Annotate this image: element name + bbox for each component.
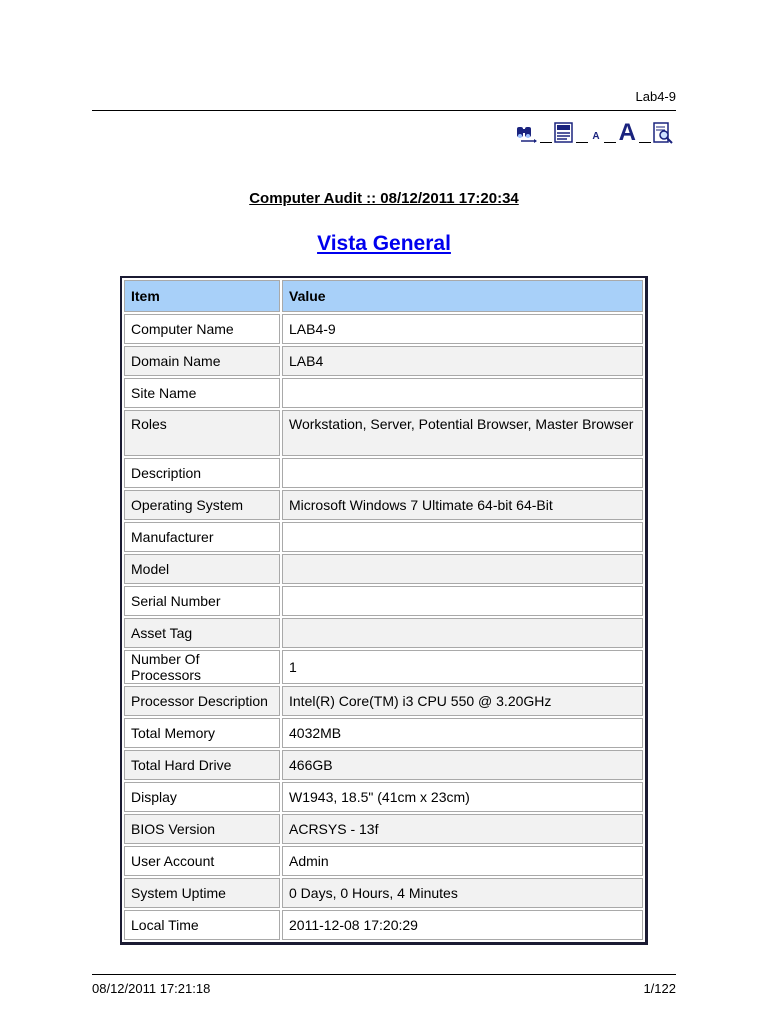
header-rule (92, 110, 676, 111)
table-row (124, 554, 643, 584)
small-font-icon[interactable]: A (592, 131, 600, 142)
row-item: Display (124, 782, 280, 812)
row-value: LAB4-9 (282, 314, 643, 344)
column-header-value: Value (282, 280, 643, 312)
table-row (124, 814, 643, 844)
row-item: User Account (124, 846, 280, 876)
info-table (122, 278, 645, 942)
row-item: System Uptime (124, 878, 280, 908)
row-item: Processor Description (124, 686, 280, 716)
row-value: Admin (282, 846, 643, 876)
section-title-link[interactable]: Vista General (317, 232, 451, 255)
row-item: Computer Name (124, 314, 280, 344)
footer-rule (92, 974, 676, 975)
column-header-item: Item (124, 280, 280, 312)
row-item: Roles (124, 410, 280, 456)
table-row (124, 686, 643, 716)
binoculars-search-icon[interactable] (515, 122, 539, 144)
table-row (124, 586, 643, 616)
row-item: BIOS Version (124, 814, 280, 844)
row-item: Manufacturer (124, 522, 280, 552)
row-item: Local Time (124, 910, 280, 940)
table-row (124, 650, 643, 684)
toolbar-separator (576, 141, 588, 143)
row-value (282, 378, 643, 408)
row-item: Number Of Processors (124, 650, 280, 684)
row-value: 1 (282, 650, 643, 684)
large-font-icon[interactable]: A (618, 119, 636, 146)
row-value (282, 554, 643, 584)
row-item: Serial Number (124, 586, 280, 616)
row-value (282, 586, 643, 616)
row-value (282, 522, 643, 552)
row-item: Model (124, 554, 280, 584)
table-row (124, 718, 643, 748)
row-value (282, 618, 643, 648)
table-row (124, 346, 643, 376)
find-document-icon[interactable] (652, 122, 674, 144)
row-value: 466GB (282, 750, 643, 780)
row-item: Site Name (124, 378, 280, 408)
row-value (282, 458, 643, 488)
row-item: Asset Tag (124, 618, 280, 648)
table-row (124, 314, 643, 344)
row-value: LAB4 (282, 346, 643, 376)
row-value: 2011-12-08 17:20:29 (282, 910, 643, 940)
toolbar (515, 120, 674, 144)
row-item: Total Memory (124, 718, 280, 748)
row-value: Intel(R) Core(TM) i3 CPU 550 @ 3.20GHz (282, 686, 643, 716)
table-row (124, 782, 643, 812)
toolbar-separator (604, 141, 616, 143)
row-value: ACRSYS - 13f (282, 814, 643, 844)
table-row (124, 910, 643, 940)
row-item: Description (124, 458, 280, 488)
table-row (124, 410, 643, 456)
info-table-frame (120, 276, 648, 945)
toolbar-separator (540, 141, 552, 143)
table-row (124, 750, 643, 780)
table-row (124, 522, 643, 552)
footer-timestamp: 08/12/2011 17:21:18 (92, 981, 211, 996)
table-row (124, 878, 643, 908)
audit-title: Computer Audit :: 08/12/2011 17:20:34 (249, 190, 519, 207)
row-value: 0 Days, 0 Hours, 4 Minutes (282, 878, 643, 908)
page-header-label: Lab4-9 (635, 89, 676, 104)
row-value: Workstation, Server, Potential Browser, Master Browser (282, 410, 643, 456)
table-row (124, 618, 643, 648)
table-row (124, 846, 643, 876)
row-value: Microsoft Windows 7 Ultimate 64-bit 64-Bit (282, 490, 643, 520)
row-item: Domain Name (124, 346, 280, 376)
table-row (124, 458, 643, 488)
row-item: Operating System (124, 490, 280, 520)
table-header-row (124, 280, 643, 312)
row-item: Total Hard Drive (124, 750, 280, 780)
row-value: W1943, 18.5" (41cm x 23cm) (282, 782, 643, 812)
toolbar-separator (639, 141, 651, 143)
footer-page-number: 1/122 (643, 981, 676, 996)
table-row (124, 378, 643, 408)
text-block-icon[interactable] (553, 122, 575, 144)
table-row (124, 490, 643, 520)
row-value: 4032MB (282, 718, 643, 748)
